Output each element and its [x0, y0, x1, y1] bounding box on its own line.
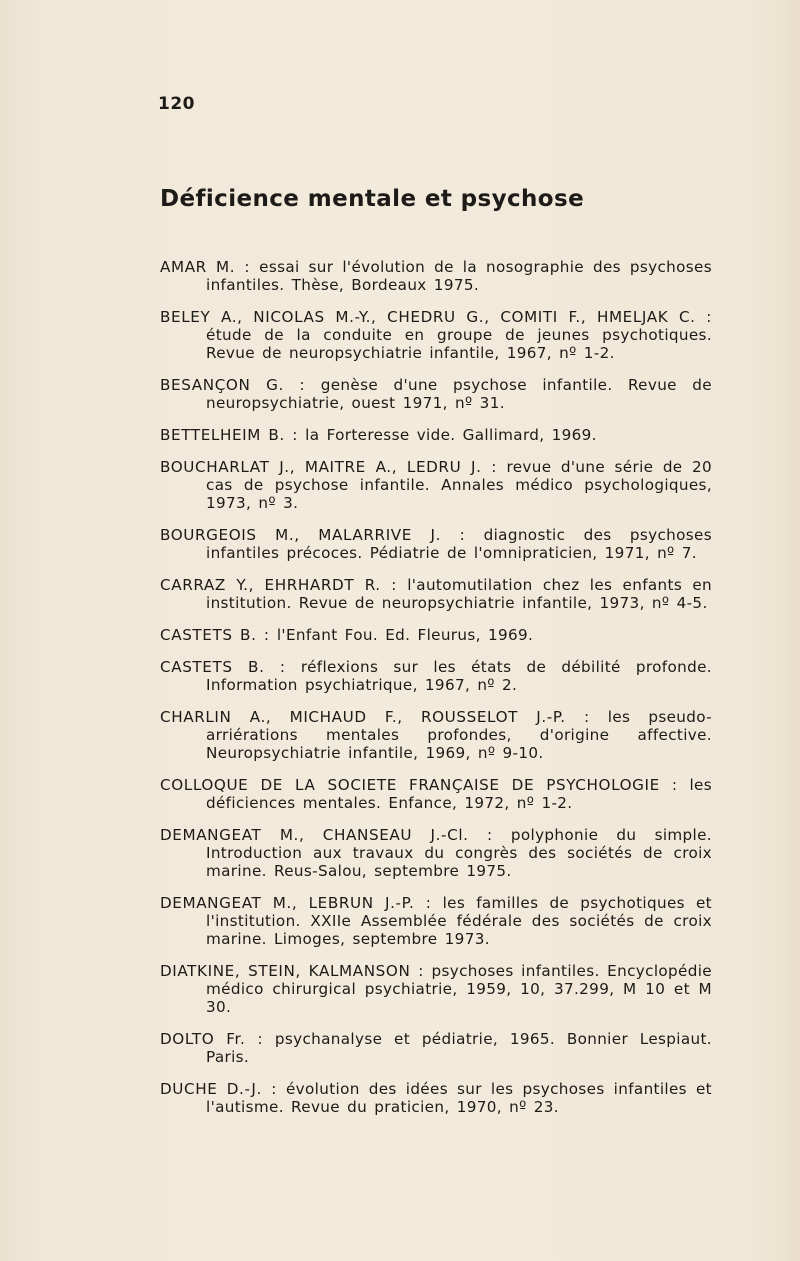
entry-authors: BOUCHARLAT J., MAITRE A., LEDRU J. : — [160, 458, 497, 476]
page-number: 120 — [158, 94, 195, 114]
entry-authors: AMAR M. : — [160, 258, 251, 276]
entry-text: réflexions sur les états de débilité profonde. Information psychiatrique, 1967, nº 2. — [206, 658, 712, 694]
bibliography-entry — [160, 708, 712, 762]
bibliography-entry — [160, 526, 712, 562]
bibliography-entry — [160, 1080, 712, 1116]
entry-text: genèse d'une psychose infantile. Revue de neuropsychiatrie, ouest 1971, nº 31. — [206, 376, 712, 412]
entry-authors: CHARLIN A., MICHAUD F., ROUSSELOT J.-P. : — [160, 708, 590, 726]
entry-text: psychoses infantiles. Encyclopédie médico chirurgical psychiatrie, 1959, 10, 37.299, M 10 et M 30. — [206, 962, 712, 1016]
bibliography-entry — [160, 776, 712, 812]
bibliography-entry — [160, 458, 712, 512]
entry-text: revue d'une série de 20 cas de psychose infantile. Annales médico psychologiques, 1973, nº 3. — [206, 458, 713, 512]
entry-authors: CASTETS B. : — [160, 658, 286, 676]
bibliography-list — [160, 258, 712, 1130]
entry-authors: COLLOQUE DE LA SOCIETE FRANÇAISE DE PSYCHOLOGIE : — [160, 776, 678, 794]
entry-authors: DOLTO Fr. : — [160, 1030, 264, 1048]
entry-authors: DEMANGEAT M., CHANSEAU J.-Cl. : — [160, 826, 493, 844]
entry-text: diagnostic des psychoses infantiles précoces. Pédiatrie de l'omnipraticien, 1971, nº 7. — [206, 526, 712, 562]
entry-authors: CASTETS B. : — [160, 626, 270, 644]
entry-authors: CARRAZ Y., EHRHARDT R. : — [160, 576, 397, 594]
bibliography-entry — [160, 426, 712, 444]
entry-text: l'automutilation chez les enfants en institution. Revue de neuropsychiatrie infantile, 1973, nº 4-5. — [206, 576, 712, 612]
entry-text: essai sur l'évolution de la nosographie des psychoses infantiles. Thèse, Bordeaux 1975. — [206, 258, 712, 294]
bibliography-entry — [160, 576, 712, 612]
bibliography-entry — [160, 894, 712, 948]
entry-text: la Forteresse vide. Gallimard, 1969. — [305, 426, 597, 444]
entry-text: évolution des idées sur les psychoses infantiles et l'autisme. Revue du praticien, 1970, nº 23. — [206, 1080, 712, 1116]
bibliography-entry — [160, 258, 712, 294]
entry-authors: BOURGEOIS M., MALARRIVE J. : — [160, 526, 466, 544]
section-title: Déficience mentale et psychose — [160, 186, 585, 212]
entry-authors: BELEY A., NICOLAS M.-Y., CHEDRU G., COMITI F., HMELJAK C. : — [160, 308, 712, 326]
entry-text: polyphonie du simple. Introduction aux travaux du congrès des sociétés de croix marine. Reus-Salou, septembre 1975. — [206, 826, 712, 880]
bibliography-entry — [160, 1030, 712, 1066]
entry-authors: BESANÇON G. : — [160, 376, 306, 394]
entry-authors: DEMANGEAT M., LEBRUN J.-P. : — [160, 894, 432, 912]
bibliography-entry — [160, 376, 712, 412]
entry-authors: DUCHE D.-J. : — [160, 1080, 277, 1098]
bibliography-entry — [160, 962, 712, 1016]
bibliography-entry — [160, 308, 712, 362]
bibliography-entry — [160, 626, 712, 644]
bibliography-entry — [160, 826, 712, 880]
entry-authors: BETTELHEIM B. : — [160, 426, 298, 444]
entry-text: psychanalyse et pédiatrie, 1965. Bonnier Lespiaut. Paris. — [206, 1030, 712, 1066]
entry-text: les déficiences mentales. Enfance, 1972, nº 1-2. — [206, 776, 712, 812]
entry-text: les familles de psychotiques et l'institution. XXIIe Assemblée fédérale des sociétés de croix marine. Limoges, septembre 1973. — [206, 894, 712, 948]
entry-authors: DIATKINE, STEIN, KALMANSON : — [160, 962, 424, 980]
entry-text: les pseudo-arriérations mentales profondes, d'origine affective. Neuropsychiatrie infantile, 1969, nº 9-10. — [206, 708, 712, 762]
entry-text: étude de la conduite en groupe de jeunes psychotiques. Revue de neuropsychiatrie infantile, 1967, nº 1-2. — [206, 326, 712, 362]
bibliography-entry — [160, 658, 712, 694]
entry-text: l'Enfant Fou. Ed. Fleurus, 1969. — [276, 626, 534, 644]
